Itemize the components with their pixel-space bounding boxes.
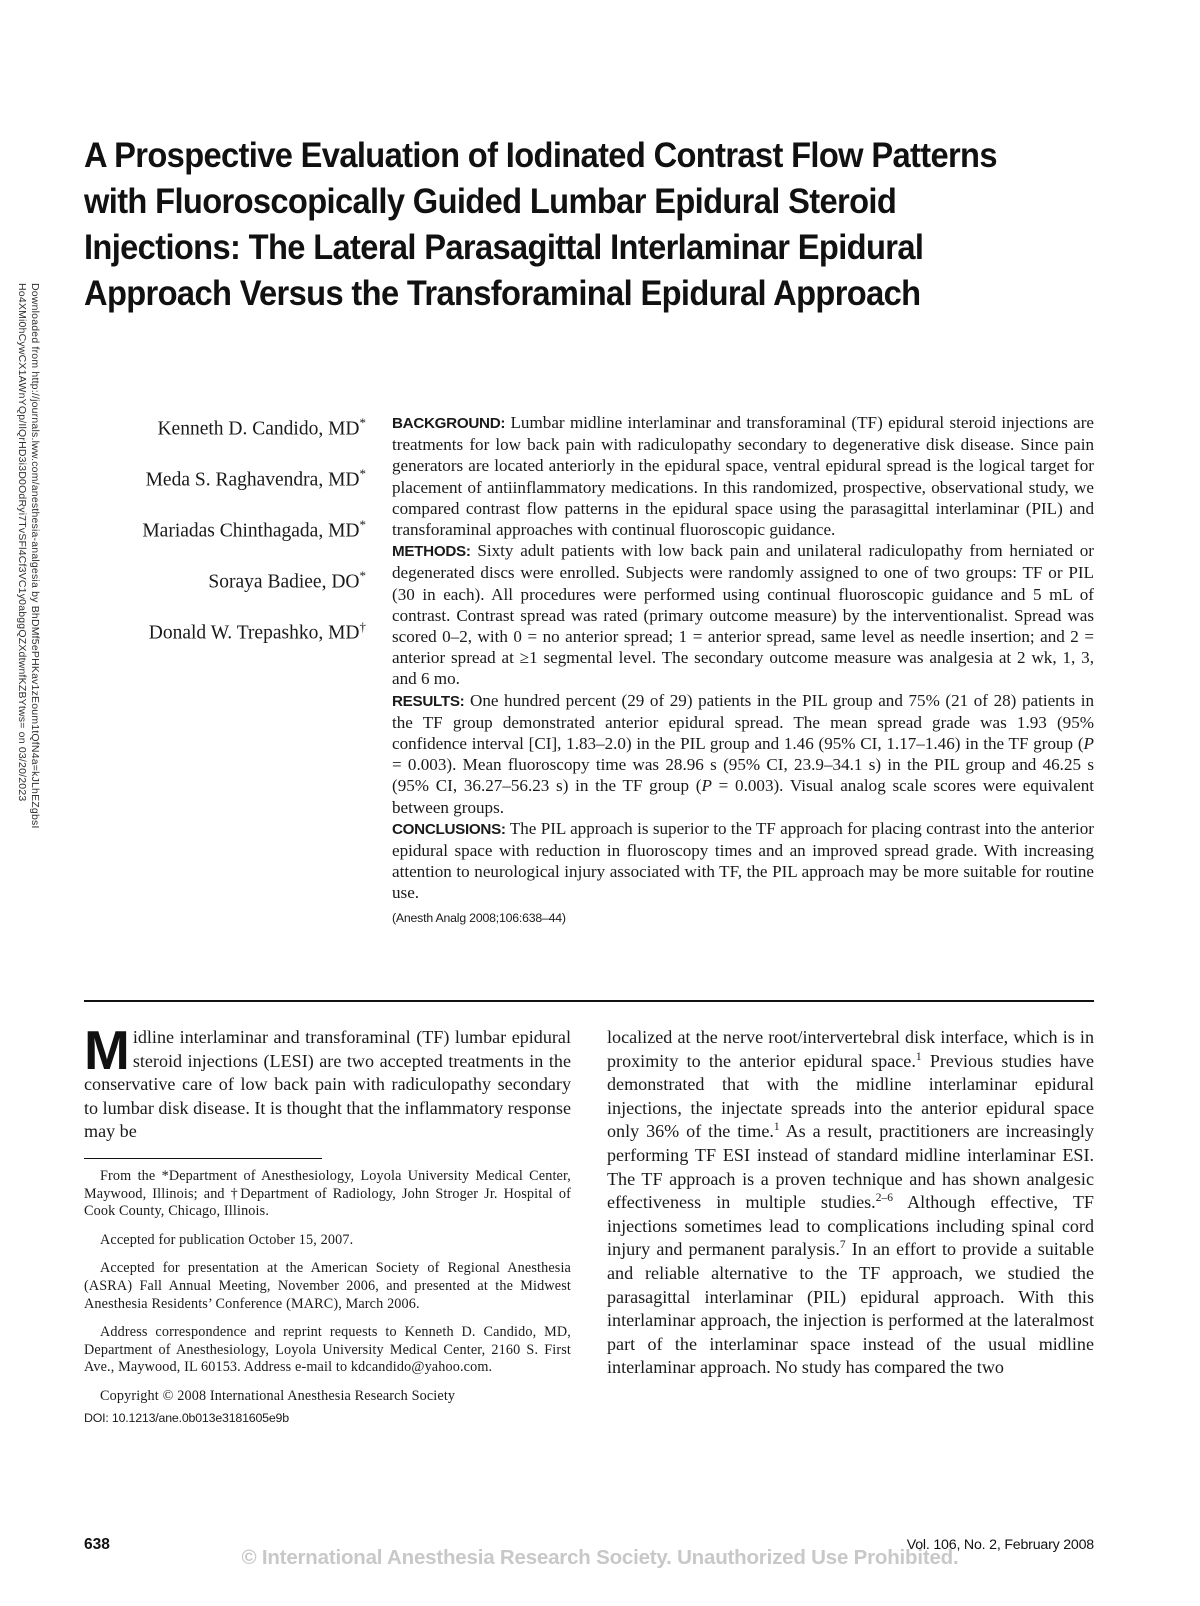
abstract-results-p-value-2: P bbox=[701, 776, 712, 796]
author-affiliation-marker: * bbox=[359, 415, 366, 430]
abstract-background-label: BACKGROUND: bbox=[392, 415, 506, 432]
author-affiliation-marker: * bbox=[359, 466, 366, 481]
body-column-right bbox=[607, 1026, 1094, 1380]
abstract-conclusions bbox=[392, 818, 1094, 904]
abstract-divider bbox=[84, 1000, 1094, 1002]
body-text-segment-5: In an effort to provide a suitable and reliable alternative to the TF approach, we studied the parasagittal interlaminar (PIL) epidural approach. With this interlaminar approach, the injection is performed at the lateralmost part of the interlaminar space instead of the usual midline interlaminar approach. No study has compared the two bbox=[607, 1239, 1094, 1378]
download-watermark-line-1: Downloaded from http://journals.lww.com/anesthesia-analgesia by BhDMf5ePHKav1zEoum1tQfN4a=kJLhEZgbsI bbox=[29, 283, 41, 829]
page-number: 638 bbox=[84, 1536, 110, 1553]
author-affiliation-marker: * bbox=[359, 517, 366, 532]
reference-marker: 1 bbox=[915, 1050, 922, 1063]
body-text-segment-2: Previous studies have demonstrated that with the midline interlaminar epidural injections, the injectate spreads into the anterior epidural space only 36% of the time. bbox=[607, 1050, 1094, 1142]
abstract-results-text-1: One hundred percent (29 of 29) patients in the PIL group and 75% (21 of 28) patients in the TF group demonstrated anterior epidural spread. The mean spread grade was 1.93 (95% confidence interval [CI], 1.83–2.0) in the PIL group and 1.46 (95% CI, 1.17–1.46) in the TF group ( bbox=[392, 690, 1094, 754]
intro-paragraph-text: idline interlaminar and transforaminal (TF) lumbar epidural steroid injections (LESI) are two accepted treatments in the conservative care of low back pain with radiculopathy secondary to lumbar disk disease. It is thought that the inflammatory response may be bbox=[84, 1027, 571, 1142]
authors-and-abstract bbox=[84, 412, 1094, 925]
author-name: Kenneth D. Candido, MD bbox=[157, 418, 360, 440]
footnote-accepted-publication: Accepted for publication October 15, 2007. bbox=[100, 1231, 354, 1248]
author-entry bbox=[84, 463, 366, 492]
footnote-affiliation: From the *Department of Anesthesiology, Loyola University Medical Center, Maywood, Illinois; and †Department of Radiology, John Stroger Jr. Hospital of Cook County, Chicago, Illinois. bbox=[84, 1167, 571, 1220]
reference-marker: 7 bbox=[839, 1239, 846, 1252]
abstract-methods-text: Sixty adult patients with low back pain and unilateral radiculopathy from herniated or degenerated discs were enrolled. Subjects were randomly assigned to one of two groups: TF or PIL (30 in each). All procedures were performed using continual fluoroscopic guidance and 5 mL of contrast. Contrast spread was rated (primary outcome measure) by the interventionalist. Spread was scored 0–2, with 0 = no anterior spread; 1 = anterior spread, same level as needle insertion; and 2 = anterior spread at ≥1 segmental level. The secondary outcome measure was analgesia at 2 wk, 1, 3, and 6 mo. bbox=[392, 541, 1094, 689]
author-name: Soraya Badiee, DO bbox=[208, 571, 360, 593]
abstract-background-text: Lumbar midline interlaminar and transforaminal (TF) epidural steroid injections are treatments for low back pain with radiculopathy secondary to degenerative disk disease. Since pain generators are located anteriorly in the epidural space, ventral epidural spread is the logical target for placement of antiinflammatory medications. In this randomized, prospective, observational study, we compared contrast flow patterns in the epidural space using the parasagittal interlaminar (PIL) and transforaminal approaches with continual fluoroscopic guidance. bbox=[392, 413, 1094, 540]
footnote-copyright: Copyright © 2008 International Anesthesia Research Society bbox=[100, 1387, 456, 1404]
author-affiliation-marker: * bbox=[359, 568, 366, 583]
abstract bbox=[384, 412, 1094, 925]
body-text-segment-3: As a result, practitioners are increasingly performing TF ESI instead of standard midline interlaminar ESI. The TF approach is a proven technique and has shown analgesic effectiveness in multiple studies. bbox=[607, 1121, 1094, 1213]
author-affiliation-marker: † bbox=[359, 619, 366, 634]
author-name: Meda S. Raghavendra, MD bbox=[145, 469, 360, 491]
abstract-results bbox=[392, 690, 1094, 818]
download-watermark bbox=[0, 0, 60, 1606]
page-title: A Prospective Evaluation of Iodinated Contrast Flow Patterns with Fluoroscopically Guided Lumbar Epidural Steroid Injections: The Lateral Parasagittal Interlaminar Epidural Approach Versus the Transforaminal Epidural Approach bbox=[84, 135, 997, 313]
body-text-segment-4: Although effective, TF injections sometimes lead to complications including spinal cord injury and permanent paralysis. bbox=[607, 1192, 1094, 1260]
author-entry bbox=[84, 565, 366, 594]
abstract-conclusions-label: CONCLUSIONS: bbox=[392, 820, 506, 838]
footnote-divider bbox=[84, 1158, 322, 1159]
drop-cap: M bbox=[84, 1019, 130, 1081]
abstract-background bbox=[392, 412, 1094, 540]
abstract-methods-label: METHODS: bbox=[392, 543, 471, 561]
journal-citation: (Anesth Analg 2008;106:638–44) bbox=[392, 910, 566, 925]
intro-paragraph-continued bbox=[607, 1026, 1094, 1380]
copyright-watermark: © International Anesthesia Research Society. Unauthorized Use Prohibited. bbox=[241, 1546, 959, 1569]
author-list bbox=[84, 412, 384, 667]
abstract-results-p-value-1: P bbox=[1083, 734, 1094, 754]
author-name: Donald W. Trepashko, MD bbox=[148, 622, 360, 644]
abstract-conclusions-text: The PIL approach is superior to the TF approach for placing contrast into the anterior epidural space with reduction in fluoroscopy times and an improved spread grade. With increasing attention to neurological injury associated with TF, the PIL approach may be more suitable for routine use. bbox=[392, 818, 1094, 903]
footnote-accepted-presentation: Accepted for presentation at the American Society of Regional Anesthesia (ASRA) Fall Annual Meeting, November 2006, and presented at the Midwest Anesthesia Residents’ Conference (MARC), March 2006. bbox=[84, 1260, 571, 1312]
abstract-results-label: RESULTS: bbox=[392, 692, 465, 710]
footnote-doi: DOI: 10.1213/ane.0b013e3181605e9b bbox=[84, 1410, 289, 1425]
body-columns bbox=[84, 1019, 1094, 1516]
download-watermark-line-2: Ho4XMi0hCywCX1AWnYQp/IlQrHD3i3D0OdRyi7TvSFl4Cf3VC1y0abggQZXdtwnfKZBYtws= on 03/20/2023 bbox=[16, 283, 28, 802]
intro-paragraph bbox=[84, 1019, 571, 1144]
body-text-segment-1: localized at the nerve root/intervertebral disk interface, which is in proximity to the anterior epidural space. bbox=[607, 1027, 1094, 1071]
page-footer bbox=[84, 1536, 1094, 1554]
abstract-results-text-3: = 0.003). Visual analog scale scores were equivalent between groups. bbox=[392, 776, 1094, 817]
author-entry bbox=[84, 514, 366, 543]
title-block bbox=[84, 132, 1094, 316]
footnote-correspondence: Address correspondence and reprint requests to Kenneth D. Candido, MD, Department of Anesthesiology, Loyola University Medical Center, 2160 S. First Ave., Maywood, IL 60153. Address e-mail to kdcandido@yahoo.com. bbox=[84, 1324, 571, 1376]
author-entry bbox=[84, 616, 366, 645]
abstract-results-text-2: = 0.003). Mean fluoroscopy time was 28.96 s (95% CI, 23.9–34.1 s) in the PIL group and 46.25 s (95% CI, 36.27–56.23 s) in the TF group ( bbox=[392, 755, 1094, 796]
author-entry bbox=[84, 412, 366, 441]
body-column-left bbox=[84, 1019, 571, 1426]
abstract-methods bbox=[392, 540, 1094, 689]
volume-issue-info: Vol. 106, No. 2, February 2008 bbox=[906, 1537, 1094, 1553]
reference-marker: 2–6 bbox=[875, 1192, 893, 1205]
reference-marker: 1 bbox=[773, 1121, 780, 1134]
author-name: Mariadas Chinthagada, MD bbox=[142, 520, 360, 542]
